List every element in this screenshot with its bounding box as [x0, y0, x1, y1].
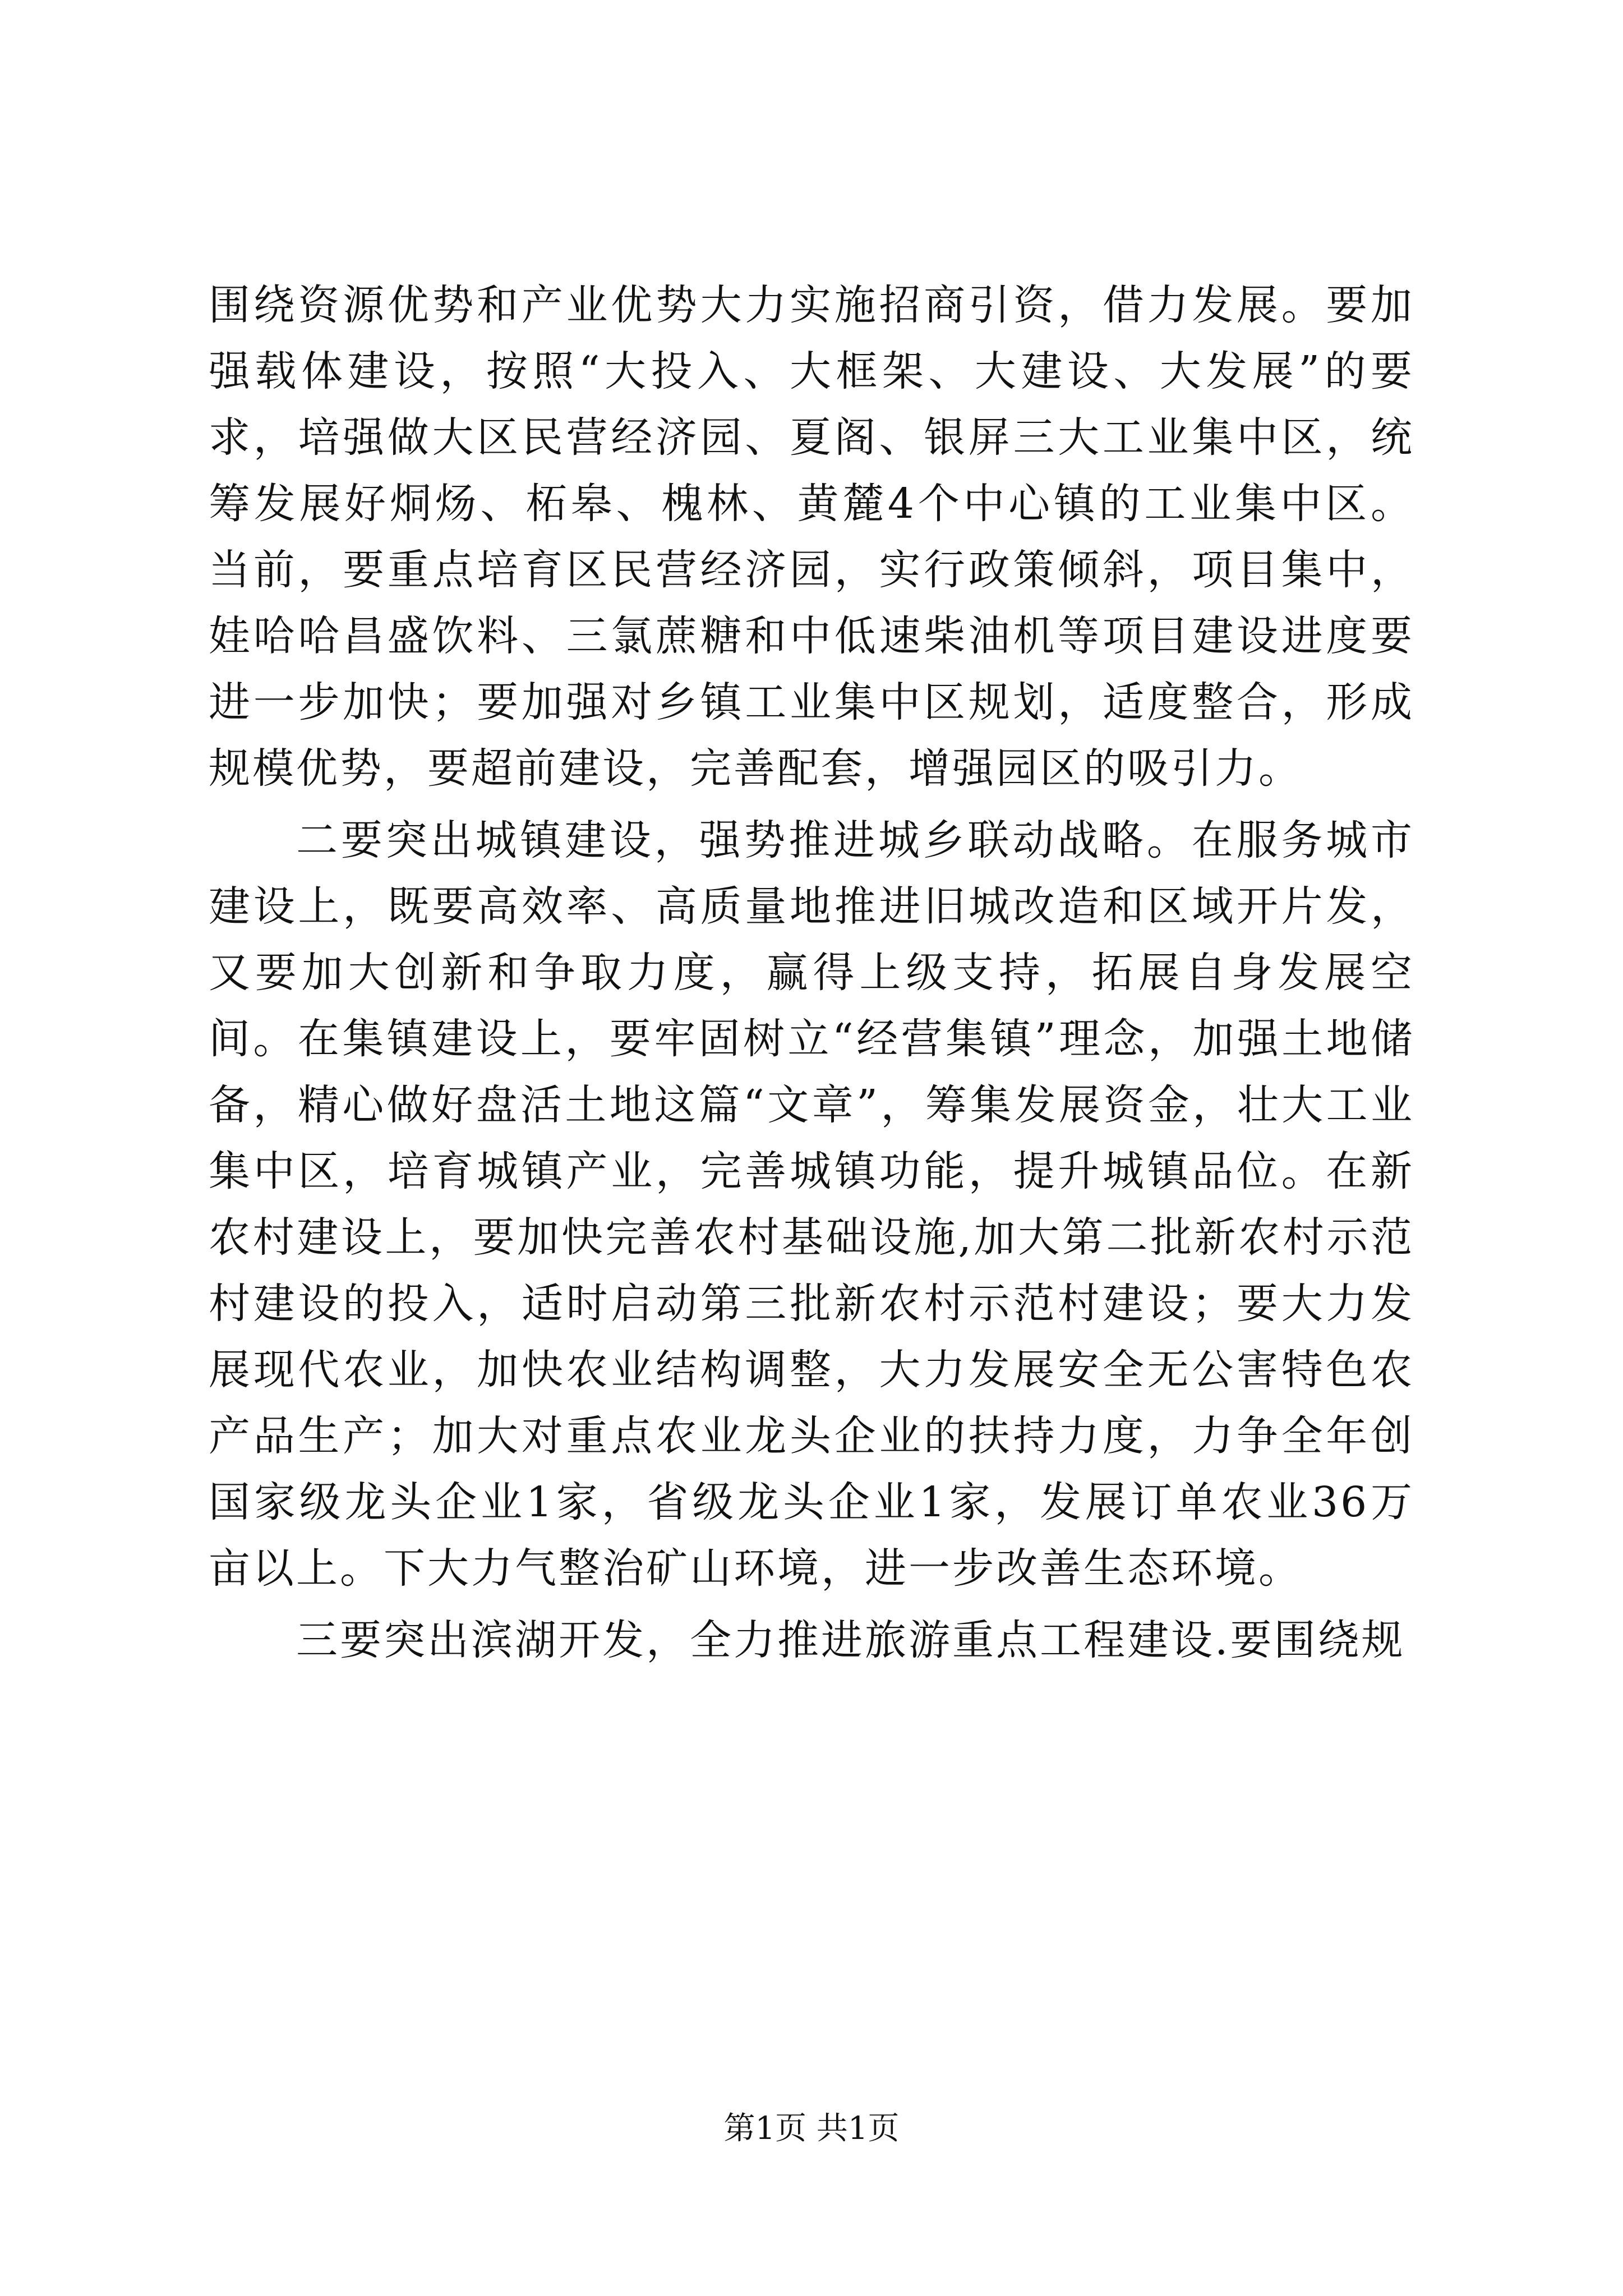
paragraph-1: 围绕资源优势和产业优势大力实施招商引资，借力发展。要加强载体建设，按照“大投入、大框架、大建设、大发展”的要求，培强做大区民营经济园、夏阁、银屏三大工业集中区，统筹发展好烔炀、柘皋、槐林、黄麓4个中心镇的工业集中区。当前，要重点培育区民营经济园，实行政策倾斜，项目集中，娃哈哈昌盛饮料、三氯蔗糖和中低速柴油机等项目建设进度要进一步加快；要加强对乡镇工业集中区规划，适度整合，形成规模优势，要超前建设，完善配套，增强园区的吸引力。: [209, 281, 1414, 793]
page-footer: 第1页 共1页: [723, 2110, 900, 2147]
document-body: [209, 272, 1414, 1673]
paragraph-3: 三要突出滨湖开发，全力推进旅游重点工程建设.要围绕规: [296, 1616, 1405, 1664]
paragraph-2: 二要突出城镇建设，强势推进城乡联动战略。在服务城市建设上，既要高效率、高质量地推进旧城改造和区域开片发，又要加大创新和争取力度，赢得上级支持，拓展自身发展空间。在集镇建设上，要牢固树立“经营集镇”理念，加强土地储备，精心做好盘活土地这篇“文章”，筹集发展资金，壮大工业集中区，培育城镇产业，完善城镇功能，提升城镇品位。在新农村建设上，要加快完善农村基础设施,加大第二批新农村示范村建设的投入，适时启动第三批新农村示范村建设；要大力发展现代农业，加快农业结构调整，大力发展安全无公害特色农产品生产；加大对重点农业龙头企业的扶持力度，力争全年创国家级龙头企业1家，省级龙头企业1家，发展订单农业36万亩以上。下大力气整治矿山环境，进一步改善生态环境。: [209, 816, 1414, 1593]
